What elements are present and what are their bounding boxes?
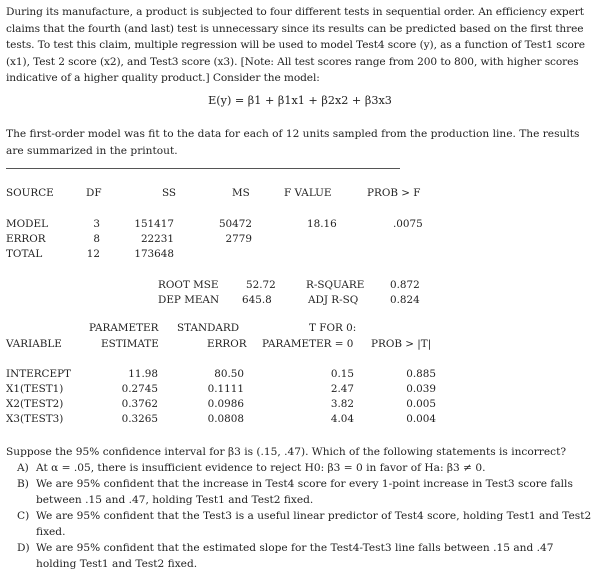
root-mse-label: ROOT MSE bbox=[158, 279, 219, 291]
anova-row-df: 3 bbox=[93, 218, 100, 230]
anova-row-ms: 50472 bbox=[218, 218, 252, 230]
param-row-stderr: 0.0986 bbox=[207, 398, 244, 410]
anova-row-source: MODEL bbox=[6, 218, 48, 230]
anova-row-ss: 22231 bbox=[140, 233, 174, 245]
param-header-probt: PROB > |T| bbox=[371, 338, 432, 350]
param-header-error: ERROR bbox=[207, 338, 247, 350]
param-row-estimate: 0.3762 bbox=[121, 398, 158, 410]
anova-row-fvalue: 18.16 bbox=[307, 218, 337, 230]
param-row-probt: 0.004 bbox=[406, 413, 436, 425]
param-row-stderr: 0.1111 bbox=[207, 383, 244, 395]
dep-mean-label: DEP MEAN bbox=[158, 294, 220, 306]
divider bbox=[6, 168, 400, 169]
anova-header-df: DF bbox=[86, 187, 102, 199]
param-row-probt: 0.885 bbox=[406, 368, 436, 380]
option-text: We are 95% confident that the estimated slope for the Test4-Test3 line falls between .15 and .47 holding Test1 and Test2 fixed. bbox=[36, 542, 554, 570]
param-row-probt: 0.039 bbox=[406, 383, 436, 395]
answer-options bbox=[6, 460, 594, 572]
anova-header-ss: SS bbox=[162, 187, 177, 199]
anova-header-fvalue: F VALUE bbox=[284, 187, 332, 199]
param-header-parameter0: PARAMETER = 0 bbox=[262, 338, 354, 350]
option-a[interactable] bbox=[6, 460, 594, 476]
r-square-value: 0.872 bbox=[390, 279, 420, 291]
param-row-estimate: 0.2745 bbox=[121, 383, 158, 395]
option-b[interactable] bbox=[6, 476, 594, 508]
option-d[interactable] bbox=[6, 540, 594, 572]
option-text: At α = .05, there is insufficient evidence to reject H0: β3 = 0 in favor of Ha: β3 ≠ 0. bbox=[36, 462, 486, 474]
r-square-label: R-SQUARE bbox=[306, 279, 365, 291]
option-text: We are 95% confident that the increase in Test4 score for every 1-point increase in Test3 score falls between .15 and .47, holding Test1 and Test2 fixed. bbox=[36, 478, 573, 506]
param-row-t: 0.15 bbox=[330, 368, 354, 380]
option-letter: A) bbox=[17, 462, 29, 474]
adj-r-square-label: ADJ R-SQ bbox=[308, 294, 359, 306]
option-letter: C) bbox=[17, 510, 30, 522]
question-stem: Suppose the 95% confidence interval for β3 is (.15, .47). Which of the following statements is incorrect? bbox=[6, 446, 567, 458]
problem-intro: During its manufacture, a product is subjected to four different tests in sequential order. An efficiency expert claims that the fourth (and last) test is unnecessary since its results can be predicted based on the first three tests. To test this claim, multiple regression will be used to model Test4 score (y), as a function of Test1 score (x1), Test 2 score (x2), and Test3 score (x3). [Note: All test scores range from 200 to 800, with higher scores indicative of a higher quality product.] Consider the model: bbox=[6, 6, 585, 85]
param-row-variable: X2(TEST2) bbox=[6, 398, 64, 410]
anova-row-ss: 151417 bbox=[134, 218, 174, 230]
param-row-t: 2.47 bbox=[330, 383, 354, 395]
question-block bbox=[6, 444, 594, 572]
anova-header-ms: MS bbox=[232, 187, 250, 199]
param-row-stderr: 80.50 bbox=[214, 368, 244, 380]
param-header-tfor0: T FOR 0: bbox=[309, 322, 357, 334]
param-row-stderr: 0.0808 bbox=[207, 413, 244, 425]
anova-row-df: 8 bbox=[93, 233, 100, 245]
anova-row-df: 12 bbox=[86, 248, 100, 260]
anova-row-ms: 2779 bbox=[225, 233, 252, 245]
param-row-t: 4.04 bbox=[330, 413, 354, 425]
option-letter: B) bbox=[17, 478, 29, 490]
param-header-parameter: PARAMETER bbox=[89, 322, 159, 334]
param-row-variable: X3(TEST3) bbox=[6, 413, 64, 425]
param-row-variable: X1(TEST1) bbox=[6, 383, 64, 395]
model-equation: E(y) = β1 + β1x1 + β2x2 + β3x3 bbox=[208, 94, 392, 107]
param-row-estimate: 0.3265 bbox=[121, 413, 158, 425]
option-letter: D) bbox=[17, 542, 30, 554]
option-c[interactable] bbox=[6, 508, 594, 540]
param-row-t: 3.82 bbox=[330, 398, 354, 410]
anova-header-source: SOURCE bbox=[6, 187, 54, 199]
param-row-probt: 0.005 bbox=[406, 398, 436, 410]
anova-row-source: TOTAL bbox=[6, 248, 43, 260]
param-header-variable: VARIABLE bbox=[6, 338, 62, 350]
param-row-variable: INTERCEPT bbox=[6, 368, 71, 380]
anova-row-probf: .0075 bbox=[393, 218, 423, 230]
root-mse-value: 52.72 bbox=[246, 279, 276, 291]
fit-description: The first-order model was fit to the data for each of 12 units sampled from the production line. The results are summarized in the printout. bbox=[6, 128, 580, 157]
anova-row-ss: 173648 bbox=[134, 248, 174, 260]
adj-r-square-value: 0.824 bbox=[390, 294, 420, 306]
option-text: We are 95% confident that the Test3 is a useful linear predictor of Test4 score, holding Test1 and Test2 fixed. bbox=[36, 510, 592, 538]
anova-row-source: ERROR bbox=[6, 233, 46, 245]
dep-mean-value: 645.8 bbox=[242, 294, 272, 306]
param-row-estimate: 11.98 bbox=[128, 368, 158, 380]
param-header-estimate: ESTIMATE bbox=[101, 338, 159, 350]
param-header-standard: STANDARD bbox=[177, 322, 240, 334]
anova-header-probf: PROB > F bbox=[367, 187, 421, 199]
